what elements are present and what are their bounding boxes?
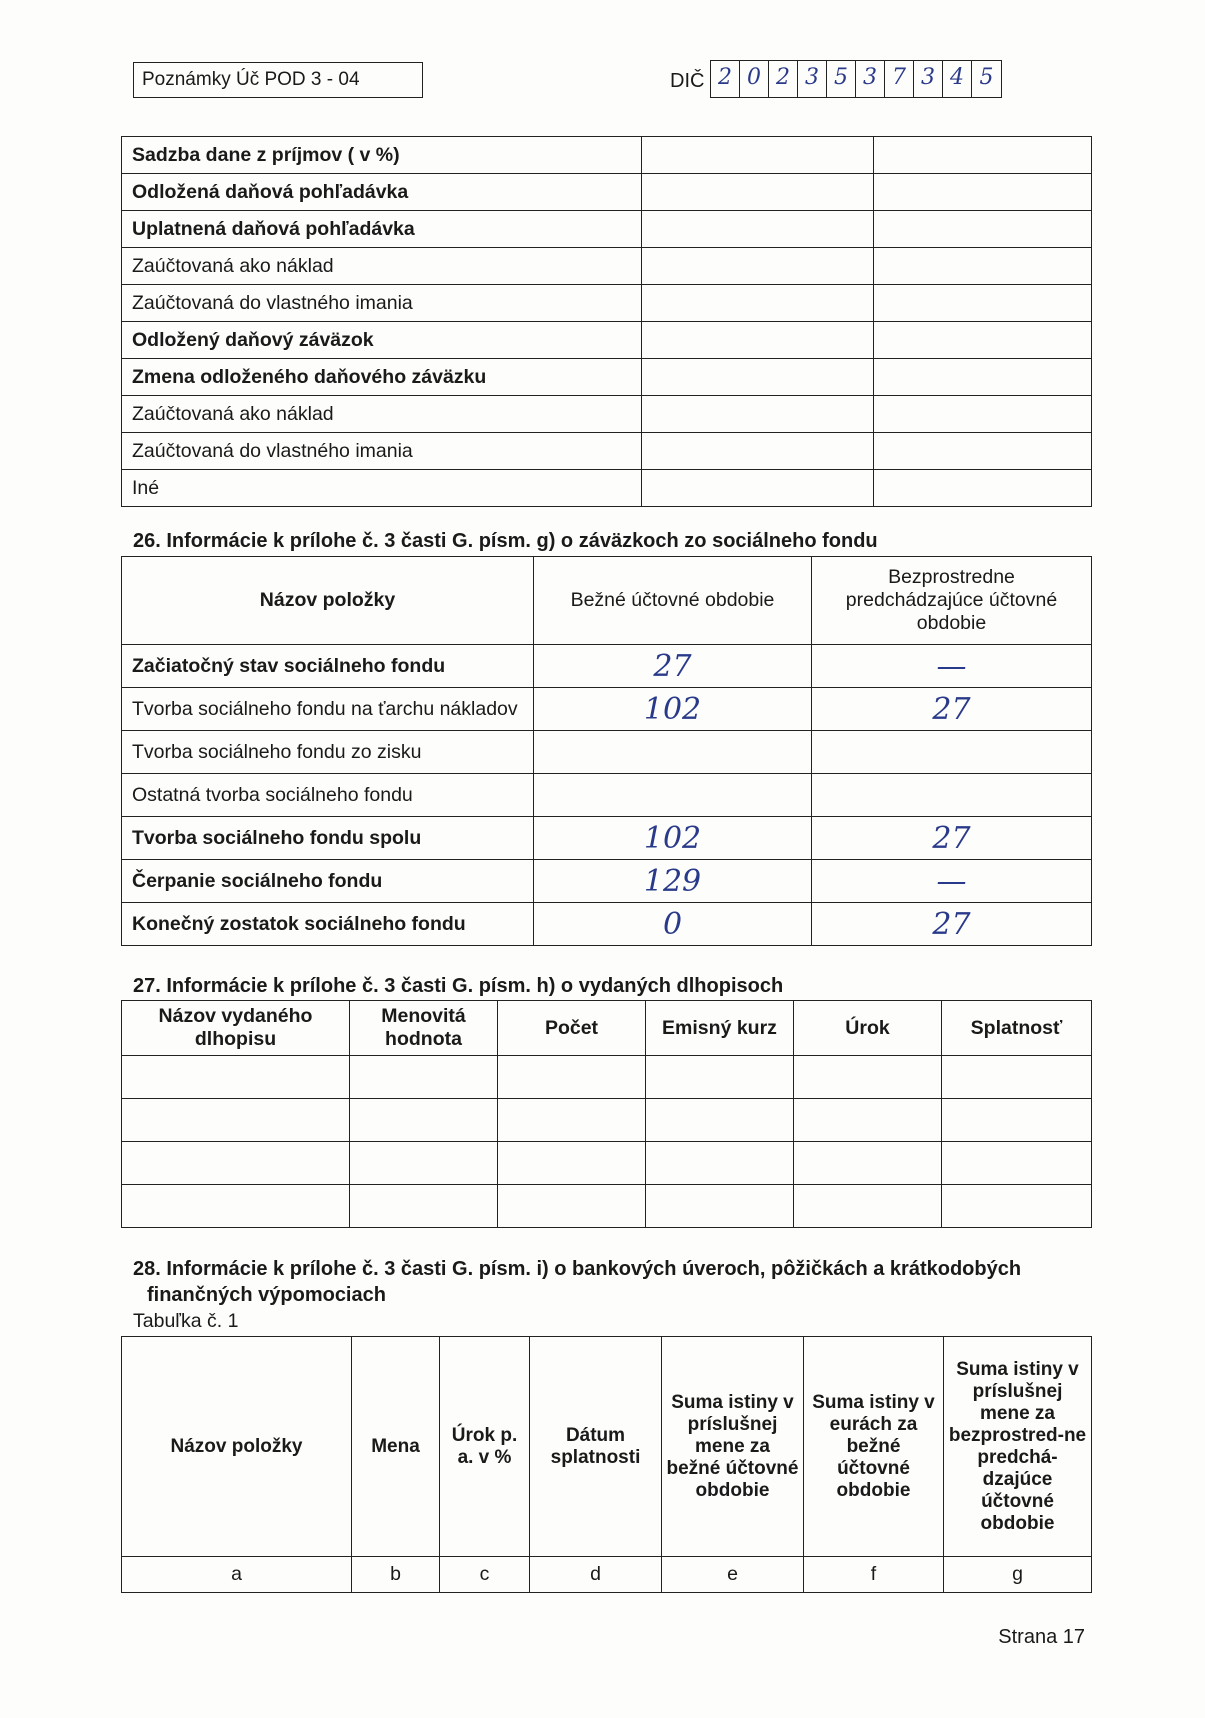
value-cell xyxy=(642,359,874,396)
section-26-title: 26. Informácie k prílohe č. 3 časti G. písm. g) o záväzkoch zo sociálneho fondu xyxy=(133,530,878,552)
value-cell xyxy=(874,470,1092,507)
row-label: Odložený daňový záväzok xyxy=(122,322,642,359)
empty-cell xyxy=(350,1185,498,1228)
table-row xyxy=(122,774,1092,817)
table-row xyxy=(122,285,1092,322)
col-header-previous-period: Bezprostredne predchádzajúce účtovné obdobie xyxy=(812,557,1092,645)
previous-value: — xyxy=(812,645,1092,688)
value-cell xyxy=(642,433,874,470)
section-28-title: 28. Informácie k prílohe č. 3 časti G. písm. i) o bankových úveroch, pôžičkách a krátkodobých xyxy=(133,1258,1022,1280)
table-row xyxy=(122,211,1092,248)
value-cell xyxy=(874,322,1092,359)
previous-value: 27 xyxy=(812,903,1092,946)
section-28-title-cont: finančných výpomociach xyxy=(147,1284,386,1306)
table-row xyxy=(122,688,1092,731)
value-cell xyxy=(874,285,1092,322)
bonds-table xyxy=(121,1000,1092,1228)
value-cell xyxy=(642,396,874,433)
previous-value xyxy=(812,774,1092,817)
empty-cell xyxy=(942,1056,1092,1099)
col-header-interest-rate: Úrok p. a. v % xyxy=(440,1337,530,1557)
value-cell xyxy=(874,137,1092,174)
col-letter: f xyxy=(804,1557,944,1593)
col-header-item-name: Názov položky xyxy=(122,557,534,645)
previous-value xyxy=(812,731,1092,774)
empty-cell xyxy=(794,1056,942,1099)
col-letter: e xyxy=(662,1557,804,1593)
empty-cell xyxy=(942,1185,1092,1228)
dic-digit: 4 xyxy=(943,61,972,97)
previous-value: 27 xyxy=(812,688,1092,731)
table-row xyxy=(122,137,1092,174)
value-cell xyxy=(642,174,874,211)
col-header-maturity: Splatnosť xyxy=(942,1001,1092,1056)
dic-field xyxy=(710,60,1002,98)
current-value: 27 xyxy=(534,645,812,688)
form-code-box xyxy=(133,62,423,98)
table-row xyxy=(122,470,1092,507)
table-row xyxy=(122,1056,1092,1099)
empty-cell xyxy=(498,1185,646,1228)
dic-digit: 0 xyxy=(740,61,769,97)
table-row xyxy=(122,433,1092,470)
section-27-title: 27. Informácie k prílohe č. 3 časti G. písm. h) o vydaných dlhopisoch xyxy=(133,975,784,997)
empty-cell xyxy=(942,1142,1092,1185)
empty-cell xyxy=(498,1056,646,1099)
row-label: Odložená daňová pohľadávka xyxy=(122,174,642,211)
empty-cell xyxy=(122,1056,350,1099)
row-label: Zaúčtovaná ako náklad xyxy=(122,396,642,433)
value-cell xyxy=(642,211,874,248)
row-label: Čerpanie sociálneho fondu xyxy=(122,860,534,903)
dic-digit: 3 xyxy=(798,61,827,97)
value-cell xyxy=(642,285,874,322)
empty-cell xyxy=(350,1142,498,1185)
row-label: Začiatočný stav sociálneho fondu xyxy=(122,645,534,688)
value-cell xyxy=(874,433,1092,470)
table-row xyxy=(122,903,1092,946)
empty-cell xyxy=(942,1099,1092,1142)
table-row xyxy=(122,1099,1092,1142)
empty-cell xyxy=(646,1099,794,1142)
empty-cell xyxy=(646,1185,794,1228)
value-cell xyxy=(642,137,874,174)
current-value: 0 xyxy=(534,903,812,946)
row-label: Zaúčtovaná do vlastného imania xyxy=(122,285,642,322)
col-header-principal-eur: Suma istiny v eurách za bežné účtovné obdobie xyxy=(804,1337,944,1557)
row-label: Tvorba sociálneho fondu na ťarchu nákladov xyxy=(122,688,534,731)
table-row xyxy=(122,322,1092,359)
table-row xyxy=(122,1142,1092,1185)
current-value: 129 xyxy=(534,860,812,903)
page-number: Strana 17 xyxy=(998,1626,1085,1648)
dic-digit: 5 xyxy=(979,65,994,90)
dic-digit: 2 xyxy=(711,61,740,97)
current-value: 102 xyxy=(534,688,812,731)
row-label: Zmena odloženého daňového záväzku xyxy=(122,359,642,396)
previous-value: — xyxy=(812,860,1092,903)
dic-digit: 3 xyxy=(856,61,885,97)
col-letter: a xyxy=(122,1557,352,1593)
row-label: Uplatnená daňová pohľadávka xyxy=(122,211,642,248)
col-header-nominal-value: Menovitá hodnota xyxy=(350,1001,498,1056)
empty-cell xyxy=(350,1056,498,1099)
empty-cell xyxy=(350,1099,498,1142)
table-row xyxy=(122,396,1092,433)
empty-cell xyxy=(794,1185,942,1228)
previous-value: 27 xyxy=(812,817,1092,860)
table-row xyxy=(122,1185,1092,1228)
empty-cell xyxy=(498,1099,646,1142)
table-row xyxy=(122,248,1092,285)
value-cell xyxy=(642,470,874,507)
dic-digit: 3 xyxy=(914,61,943,97)
col-header-bond-name: Názov vydaného dlhopisu xyxy=(122,1001,350,1056)
col-letter: b xyxy=(352,1557,440,1593)
row-label: Zaúčtovaná do vlastného imania xyxy=(122,433,642,470)
value-cell xyxy=(642,322,874,359)
empty-cell xyxy=(122,1185,350,1228)
col-letter: g xyxy=(944,1557,1092,1593)
value-cell xyxy=(874,174,1092,211)
deferred-tax-table xyxy=(121,136,1092,507)
col-header-issue-rate: Emisný kurz xyxy=(646,1001,794,1056)
col-header-current-period: Bežné účtovné obdobie xyxy=(534,557,812,645)
empty-cell xyxy=(122,1142,350,1185)
dic-digit: 7 xyxy=(885,61,914,97)
dic-label: DIČ xyxy=(670,70,705,92)
empty-cell xyxy=(794,1142,942,1185)
table-row xyxy=(122,860,1092,903)
social-fund-table xyxy=(121,556,1092,946)
row-label: Tvorba sociálneho fondu zo zisku xyxy=(122,731,534,774)
col-letter: c xyxy=(440,1557,530,1593)
row-label: Iné xyxy=(122,470,642,507)
row-label: Tvorba sociálneho fondu spolu xyxy=(122,817,534,860)
col-header-item-name: Názov položky xyxy=(122,1337,352,1557)
value-cell xyxy=(874,211,1092,248)
empty-cell xyxy=(794,1099,942,1142)
table-row xyxy=(122,645,1092,688)
col-letter: d xyxy=(530,1557,662,1593)
dic-digit: 5 xyxy=(827,61,856,97)
value-cell xyxy=(874,396,1092,433)
col-header-count: Počet xyxy=(498,1001,646,1056)
table-row xyxy=(122,817,1092,860)
value-cell xyxy=(874,248,1092,285)
row-label: Zaúčtovaná ako náklad xyxy=(122,248,642,285)
row-label: Ostatná tvorba sociálneho fondu xyxy=(122,774,534,817)
table-row xyxy=(122,359,1092,396)
table-label: Tabuľka č. 1 xyxy=(133,1310,239,1332)
bank-loans-table xyxy=(121,1336,1092,1593)
form-code: Poznámky Úč POD 3 - 04 xyxy=(142,69,360,90)
col-header-currency: Mena xyxy=(352,1337,440,1557)
col-header-principal-currency: Suma istiny v príslušnej mene za bežné účtovné obdobie xyxy=(662,1337,804,1557)
current-value: 102 xyxy=(534,817,812,860)
value-cell xyxy=(874,359,1092,396)
empty-cell xyxy=(498,1142,646,1185)
table-row xyxy=(122,731,1092,774)
empty-cell xyxy=(122,1099,350,1142)
col-header-interest: Úrok xyxy=(794,1001,942,1056)
empty-cell xyxy=(646,1142,794,1185)
col-header-principal-previous: Suma istiny v príslušnej mene za bezprostred-ne predchá-dzajúce účtovné obdobie xyxy=(944,1337,1092,1557)
empty-cell xyxy=(646,1056,794,1099)
row-label: Sadzba dane z príjmov ( v %) xyxy=(122,137,642,174)
table-row xyxy=(122,174,1092,211)
dic-digit: 2 xyxy=(769,61,798,97)
row-label: Konečný zostatok sociálneho fondu xyxy=(122,903,534,946)
current-value xyxy=(534,731,812,774)
col-header-due-date: Dátum splatnosti xyxy=(530,1337,662,1557)
value-cell xyxy=(642,248,874,285)
current-value xyxy=(534,774,812,817)
